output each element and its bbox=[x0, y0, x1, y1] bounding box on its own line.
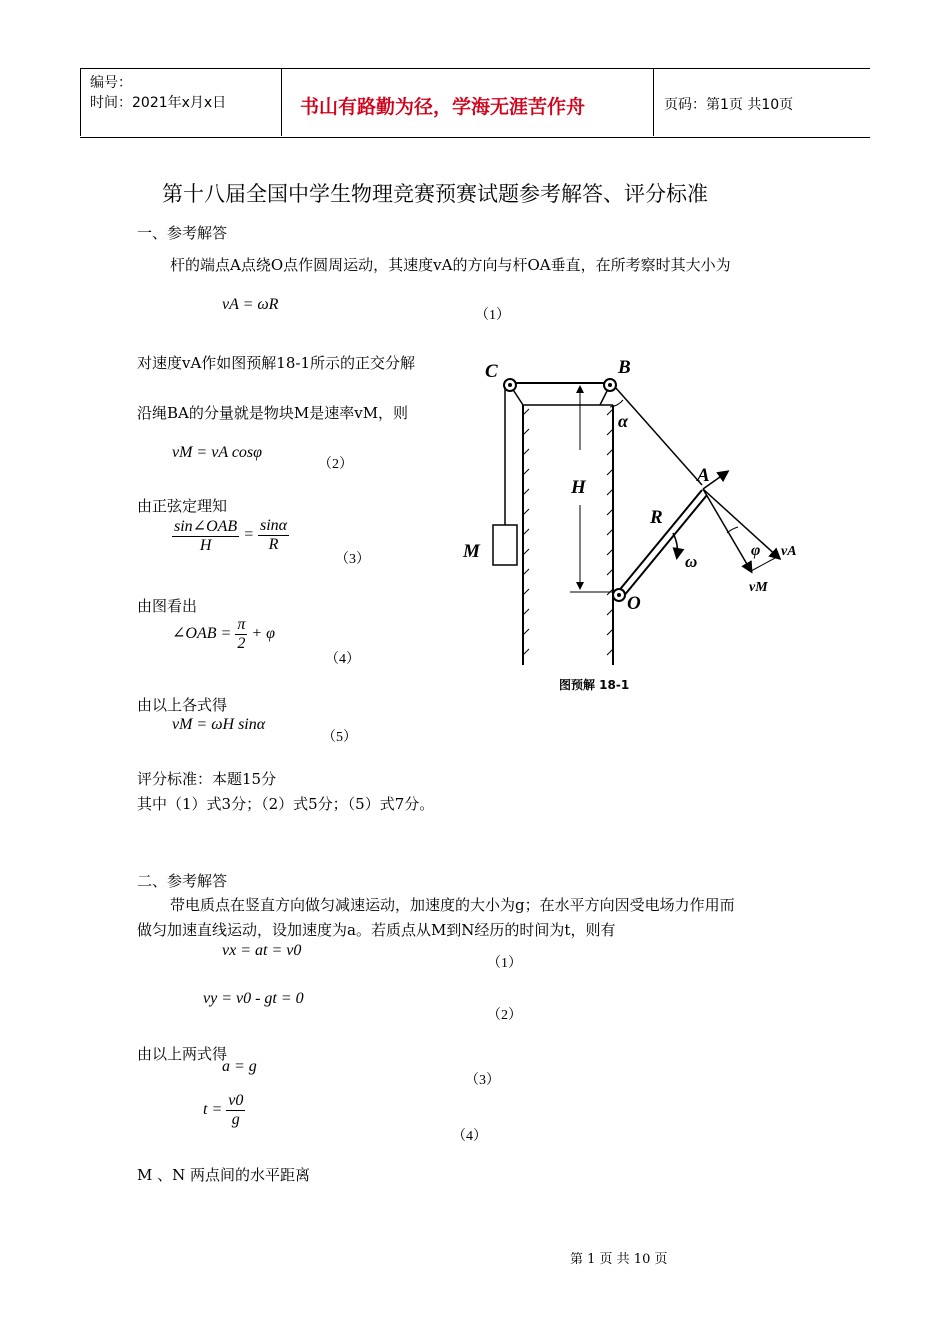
label-o: O bbox=[627, 593, 641, 614]
eq4-right: + φ bbox=[251, 625, 275, 643]
rope-ba bbox=[615, 387, 702, 485]
label-a: A bbox=[697, 465, 710, 486]
alpha-arc bbox=[610, 400, 623, 407]
label-omega: ω bbox=[685, 552, 698, 571]
figure-18-1 bbox=[455, 345, 815, 705]
figure-caption: 图预解 18-1 bbox=[559, 678, 630, 692]
section2-p3: 由以上两式得 bbox=[137, 1045, 228, 1063]
label-c: C bbox=[485, 361, 498, 382]
section1-eq4 bbox=[172, 616, 275, 653]
s2-eq4-den: g bbox=[231, 1111, 240, 1128]
section1-eq4-no: （4） bbox=[325, 652, 360, 667]
rod-oa bbox=[617, 490, 702, 593]
section1-intro: 杆的端点A点绕O点作圆周运动，其速度vA的方向与杆OA垂直，在所考察时其大小为 bbox=[170, 256, 731, 274]
section1-score1: 评分标准：本题15分 bbox=[137, 770, 277, 788]
s2-eq4-num: v0 bbox=[228, 1092, 244, 1109]
block-m bbox=[493, 525, 517, 565]
header-divider-left bbox=[80, 68, 81, 136]
section1-p5: 由图看出 bbox=[137, 597, 198, 615]
section2-p4: M 、N 两点间的水平距离 bbox=[137, 1166, 311, 1184]
label-h: H bbox=[571, 477, 586, 498]
section1-score2: 其中（1）式3分；（2）式5分；（5）式7分。 bbox=[137, 795, 435, 813]
header-number-label: 编号： bbox=[90, 75, 132, 91]
section1-eq1: vA = ωR bbox=[222, 296, 279, 313]
section1-p2: 对速度vA作如图预解18-1所示的正交分解 bbox=[137, 354, 416, 372]
section2-eq1-no: （1） bbox=[487, 956, 522, 971]
section1-eq1-no: （1） bbox=[475, 308, 510, 323]
section2-eq2-no: （2） bbox=[487, 1008, 522, 1023]
vector-vm bbox=[703, 489, 751, 571]
vector-perp-component bbox=[751, 557, 777, 571]
eq4-left: ∠OAB = bbox=[172, 625, 232, 643]
label-alpha: α bbox=[618, 411, 628, 431]
header-time-label: 时间：2021年x月x日 bbox=[90, 95, 227, 111]
section2-p1: 带电质点在竖直方向做匀减速运动，加速度的大小为g；在水平方向因受电场力作用而 bbox=[170, 896, 735, 914]
header-divider-1 bbox=[281, 68, 282, 136]
header-page-label: 页码：第1页 共10页 bbox=[664, 97, 794, 113]
section1-p3: 沿绳BA的分量就是物块M是速率vM，则 bbox=[137, 404, 409, 422]
section1-eq5-no: （5） bbox=[322, 730, 357, 745]
label-r: R bbox=[650, 507, 663, 528]
section2-eq2: vy = v0 - gt = 0 bbox=[203, 990, 304, 1007]
page-title: 第十八届全国中学生物理竞赛预赛试题参考解答、评分标准 bbox=[162, 182, 708, 206]
label-va: vA bbox=[781, 544, 797, 559]
section1-p4: 由正弦定理知 bbox=[137, 497, 228, 515]
s2-eq4-left: t = bbox=[203, 1101, 223, 1119]
section2-eq3-no: （3） bbox=[465, 1073, 500, 1088]
eq3-left-den: H bbox=[199, 537, 212, 554]
section1-eq3: $\frac{\text{sin∠OAB}}{H}$ = $\frac{\sin\alpha}{R}$ bbox=[174, 517, 288, 554]
section2-eq4 bbox=[203, 1092, 245, 1129]
pulley-c-axle bbox=[508, 383, 512, 387]
eq3-left-num: sin∠OAB bbox=[174, 518, 238, 535]
pulley-b-axle bbox=[608, 383, 612, 387]
section1-heading: 一、参考解答 bbox=[137, 224, 228, 242]
header-divider-2 bbox=[653, 68, 654, 136]
eq3-right-num: sinα bbox=[259, 517, 288, 534]
label-m: M bbox=[463, 541, 480, 562]
section1-p6: 由以上各式得 bbox=[137, 696, 228, 714]
section1-eq2-no: （2） bbox=[318, 457, 353, 472]
rod-oa-2 bbox=[623, 495, 707, 597]
pivot-o-axle bbox=[617, 593, 621, 597]
section2-eq3: a = g bbox=[222, 1058, 257, 1075]
label-phi: φ bbox=[751, 542, 761, 559]
header-motto: 书山有路勤为径，学海无涯苦作舟 bbox=[300, 96, 586, 118]
vector-va bbox=[703, 489, 779, 558]
eq4-den: 2 bbox=[237, 635, 246, 652]
section2-eq1: vx = at = v0 bbox=[222, 942, 302, 959]
section1-eq3-no: （3） bbox=[335, 552, 370, 567]
section2-eq4-no: （4） bbox=[452, 1129, 487, 1144]
phi-arc bbox=[727, 527, 738, 533]
eq4-num: π bbox=[237, 616, 246, 633]
eq3-right-den: R bbox=[268, 536, 279, 553]
page-footer: 第 1 页 共 10 页 bbox=[570, 1252, 668, 1267]
section1-eq5: vM = ωH sinα bbox=[172, 716, 266, 733]
section1-eq2: vM = vA cosφ bbox=[172, 444, 262, 461]
section2-heading: 二、参考解答 bbox=[137, 872, 228, 890]
label-vm: vM bbox=[749, 580, 768, 595]
section2-p2: 做匀加速直线运动，设加速度为a。若质点从M到N经历的时间为t，则有 bbox=[137, 921, 616, 939]
label-b: B bbox=[618, 357, 631, 378]
